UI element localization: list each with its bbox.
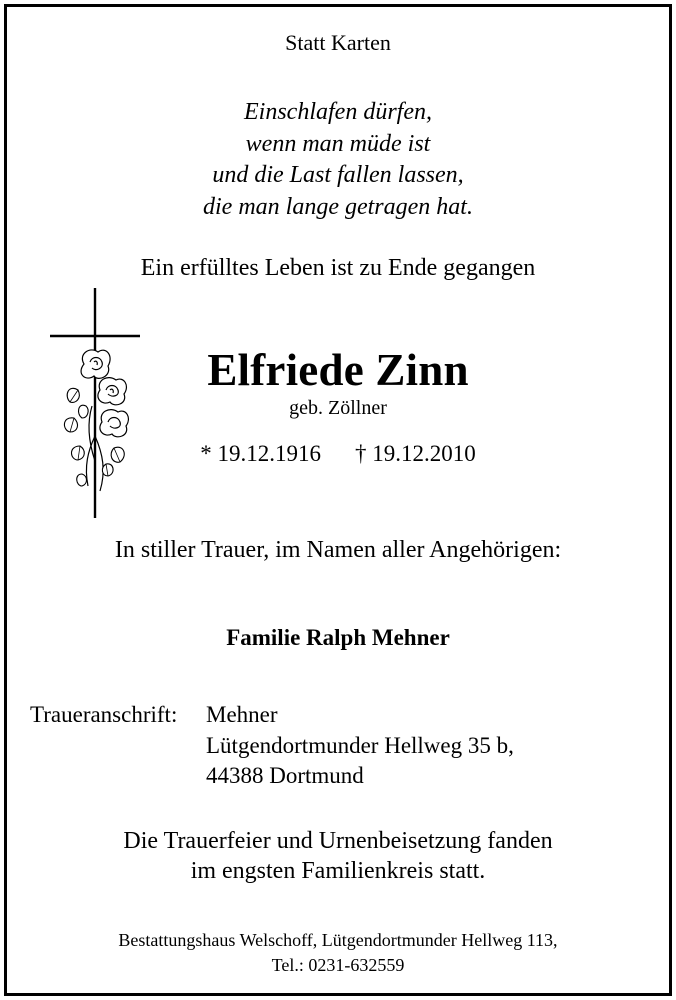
ceremony-line: Die Trauerfeier und Urnenbeisetzung fanden [123,828,553,854]
death-date: † 19.12.2010 [355,441,476,466]
mourning-line: In stiller Trauer, im Namen aller Angehörigen: [114,537,562,563]
poem-line: die man lange getragen hat. [203,193,473,220]
poem-line: Einschlafen dürfen, [244,99,432,125]
undertaker-line: Bestattungshaus Welschoff, Lütgendortmunder Hellweg 113, [118,930,558,950]
address-label: Traueranschrift: [30,702,178,727]
life-dates [0,441,676,467]
address-line: 44388 Dortmund [206,763,364,788]
address-line: Lütgendortmunder Hellweg 35 b, [206,732,514,758]
poem-line: und die Last fallen lassen, [212,162,464,188]
maiden-name: geb. Zöllner [289,397,387,419]
notice-header: Statt Karten [285,30,391,55]
address-lines [206,700,514,792]
deceased-name: Elfriede Zinn [207,345,469,395]
undertaker-info [0,928,676,978]
family-name: Familie Ralph Mehner [226,625,450,650]
ceremony-line: im engsten Familienkreis statt. [190,858,486,884]
undertaker-phone: Tel.: 0231-632559 [271,955,405,975]
poem [0,97,676,223]
address-line: Mehner [206,702,278,727]
ceremony-note [0,826,676,886]
poem-line: wenn man müde ist [245,130,431,157]
intro-line: Ein erfülltes Leben ist zu Ende gegangen [140,255,536,281]
birth-date: * 19.12.1916 [200,441,321,466]
